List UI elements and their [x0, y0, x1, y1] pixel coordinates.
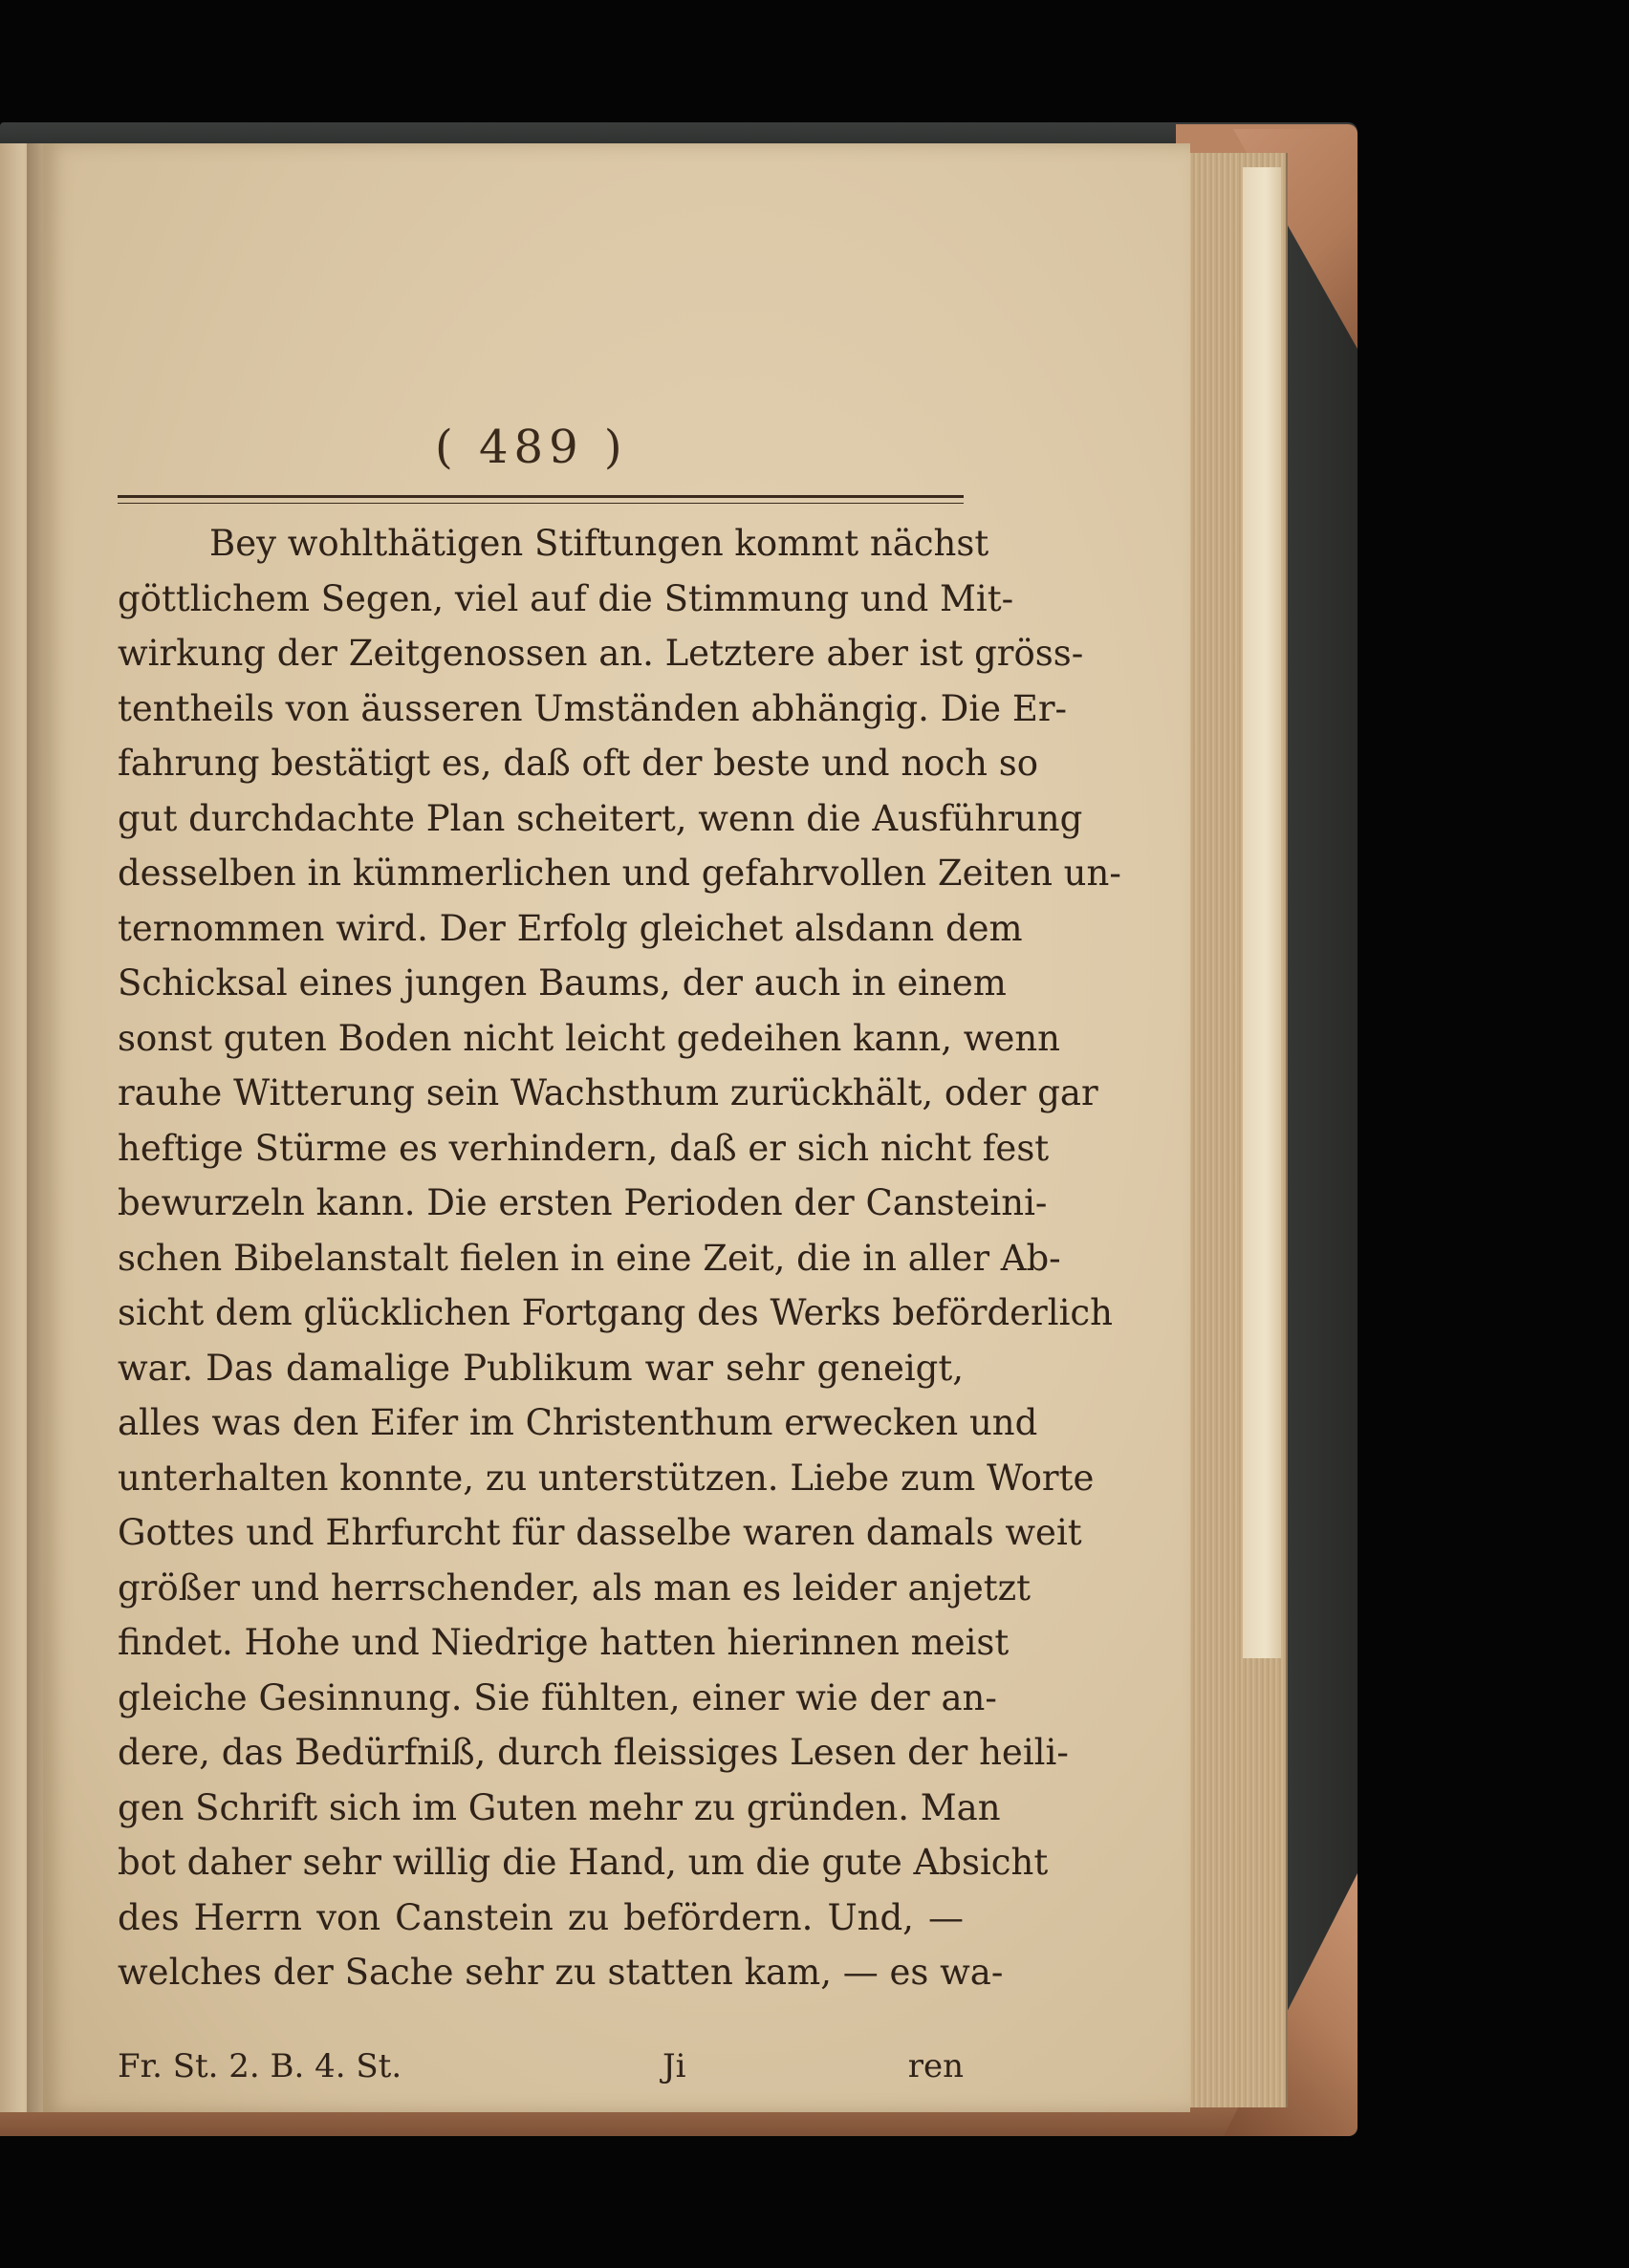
text-line: des Herrn von Canstein zu befördern. Und, — — [118, 1896, 964, 1938]
text-line: desselben in kümmerlichen und gefahrvollen Zeiten un- — [118, 853, 1121, 894]
signature-letter: Ji — [662, 2047, 686, 2085]
text-line: Bey wohlthätigen Stiftungen kommt nächst — [209, 523, 989, 564]
text-line: tentheils von äusseren Umständen abhängig. Die Er- — [118, 687, 1068, 729]
signature-mark: Fr. St. 2. B. 4. St. — [118, 2047, 402, 2085]
text-line: gut durchdachte Plan scheitert, wenn die Ausführung — [118, 797, 1083, 839]
text-line: Schicksal eines jungen Baums, der auch in einem — [118, 962, 1007, 1004]
catchword: ren — [907, 2047, 964, 2085]
text-line: gleiche Gesinnung. Sie fühlten, einer wie der an- — [118, 1676, 997, 1718]
text-line: war. Das damalige Publikum war sehr geneigt, — [118, 1347, 964, 1389]
text-line: sicht dem glücklichen Fortgang des Werks beförderlich — [118, 1292, 1113, 1333]
text-line: welches der Sache sehr zu statten kam, — es wa- — [118, 1952, 1004, 1993]
text-line: größer und herrschender, als man es leider anjetzt — [118, 1566, 1032, 1609]
loose-sheet — [1243, 167, 1281, 1658]
body-text — [118, 516, 1121, 2000]
text-line: gen Schrift sich im Guten mehr zu gründen. Man — [118, 1786, 1001, 1828]
text-line: bewurzeln kann. Die ersten Perioden der Cansteini- — [118, 1182, 1048, 1223]
text-line: alles was den Eifer im Christenthum erwecken und — [118, 1402, 1038, 1443]
text-line: bot daher sehr willig die Hand, um die gute Absicht — [118, 1842, 1049, 1883]
text-line: dere, das Bedürfniß, durch fleissiges Lesen der heili- — [118, 1732, 1069, 1773]
text-line: göttlichem Segen, viel auf die Stimmung und Mit- — [118, 577, 1014, 619]
text-line: ternommen wird. Der Erfolg gleichet alsdann dem — [118, 907, 1023, 949]
page-footer — [118, 2047, 964, 2095]
book-page — [43, 143, 1190, 2112]
text-line: heftige Stürme es verhindern, daß er sich nicht fest — [118, 1127, 1050, 1169]
text-line: Gottes und Ehrfurcht für dasselbe waren damals weit — [118, 1512, 1082, 1553]
text-line: rauhe Witterung sein Wachsthum zurückhält, oder gar — [118, 1072, 1098, 1113]
text-line: sonst guten Boden nicht leicht gedeihen kann, wenn — [118, 1017, 1061, 1059]
text-line: fahrung bestätigt es, daß oft der beste und noch so — [118, 743, 1039, 784]
header-rule — [118, 495, 964, 504]
text-line: schen Bibelanstalt fielen in eine Zeit, die in aller Ab- — [118, 1237, 1061, 1279]
text-line: unterhalten konnte, zu unterstützen. Liebe zum Worte — [118, 1457, 1095, 1499]
text-line: wirkung der Zeitgenossen an. Letztere aber ist gröss- — [118, 633, 1084, 674]
page-number-header: ( 489 ) — [435, 421, 628, 474]
text-line: findet. Hohe und Niedrige hatten hierinnen meist — [118, 1622, 1010, 1663]
